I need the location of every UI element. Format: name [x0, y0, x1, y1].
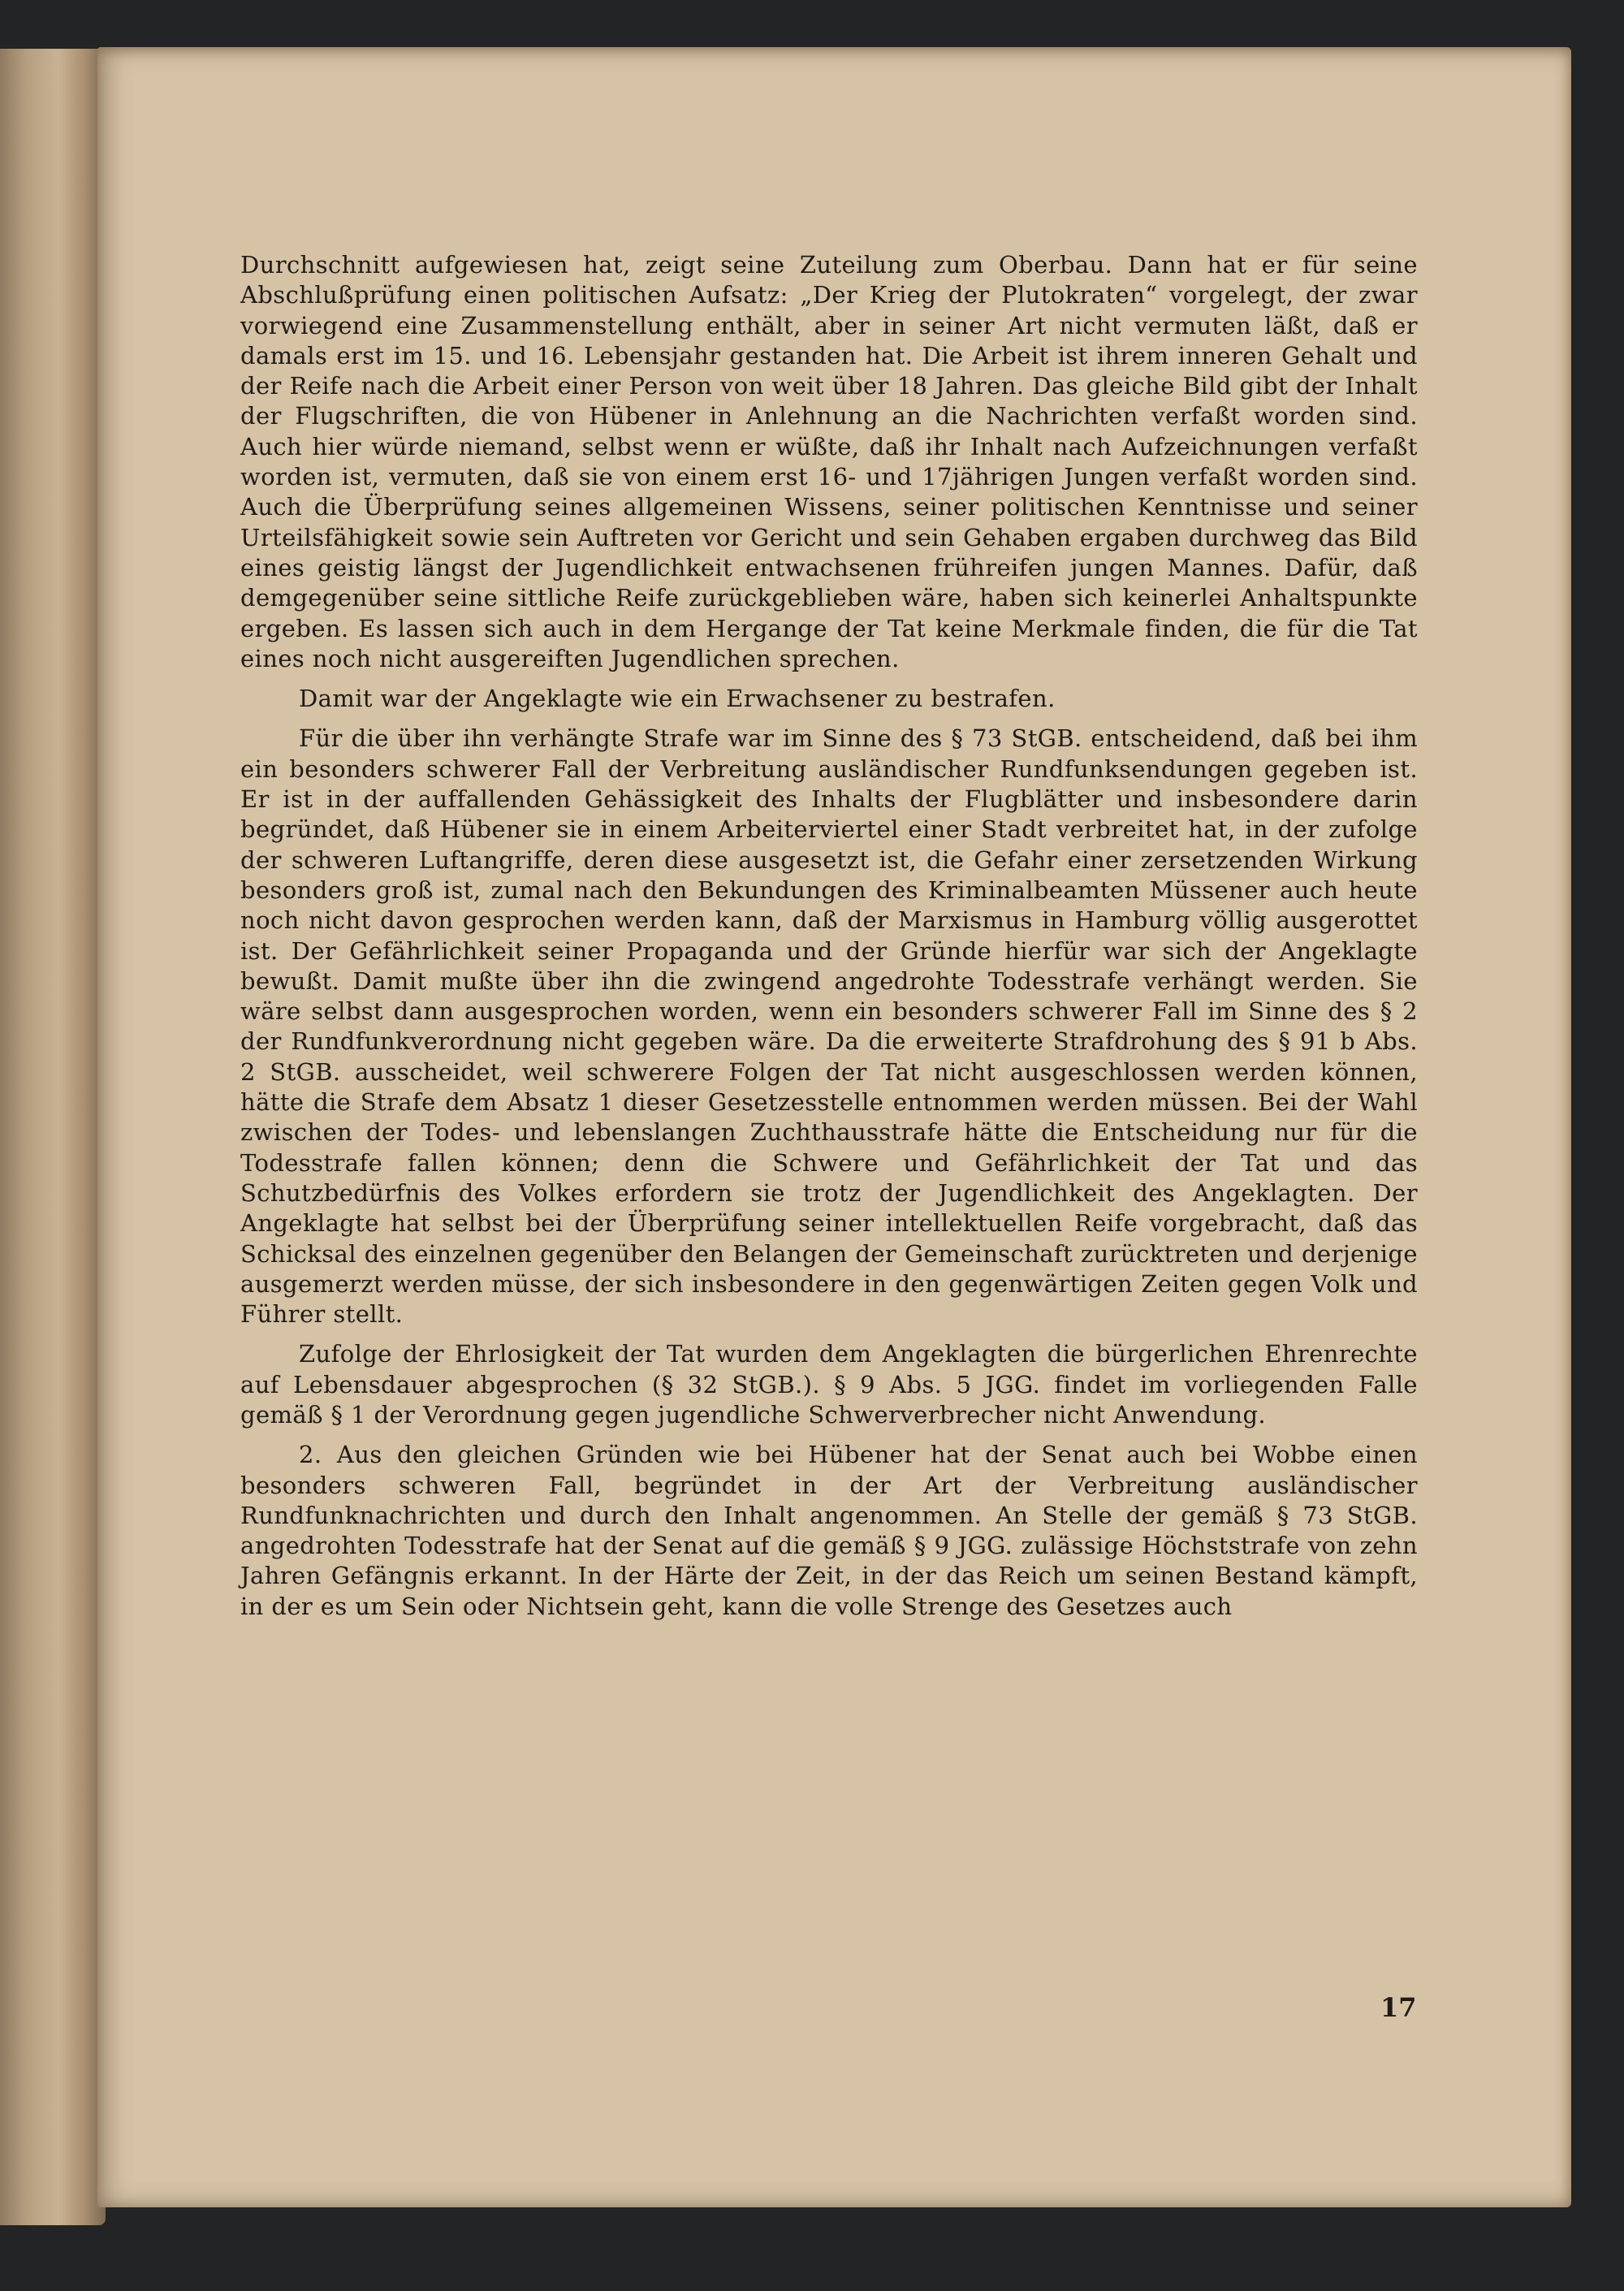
book-page — [97, 47, 1571, 2207]
paragraph-3: Für die über ihn verhängte Strafe war im Sinne des § 73 StGB. entscheidend, daß bei ihm ein besonders schwerer Fall der Verbreitung ausländischer Rundfunksendungen gegeben ist. Er ist in der auffallenden Gehässigkeit des Inhalts der Flugblätter und insbesondere darin begründet, daß Hübener sie in einem Arbeiterviertel einer Stadt verbreitet hat, in der zufolge der schweren Luftangriffe, deren diese ausgesetzt ist, die Gefahr einer zersetzenden Wirkung besonders groß ist, zumal nach den Bekundungen des Kriminalbeamten Müssener auch heute noch nicht davon gesprochen werden kann, daß der Marxismus in Hamburg völlig ausgerottet ist. Der Gefährlichkeit seiner Propaganda und der Gründe hierfür war sich der Angeklagte bewußt. Damit mußte über ihn die zwingend angedrohte Todesstrafe verhängt werden. Sie wäre selbst dann ausgesprochen worden, wenn ein besonders schwerer Fall im Sinne des § 2 der Rundfunkverordnung nicht gegeben wäre. Da die erweiterte Strafdrohung des § 91 b Abs. 2 StGB. ausscheidet, weil schwerere Folgen der Tat nicht ausgeschlossen werden können, hätte die Strafe dem Absatz 1 dieser Gesetzesstelle entnommen werden müssen. Bei der Wahl zwischen der Todes- und lebenslangen Zuchthausstrafe hätte die Entscheidung nur für die Todesstrafe fallen können; denn die Schwere und Gefährlichkeit der Tat und das Schutzbedürfnis des Volkes erfordern sie trotz der Jugendlichkeit des Angeklagten. Der Angeklagte hat selbst bei der Überprüfung seiner intellektuellen Reife vorgebracht, daß das Schicksal des einzelnen gegenüber den Belangen der Gemeinschaft zurücktreten und derjenige ausgemerzt werden müsse, der sich insbesondere in den gegenwärtigen Zeiten gegen Volk und Führer stellt. — [240, 724, 1418, 1329]
paragraph-5: 2. Aus den gleichen Gründen wie bei Hübener hat der Senat auch bei Wobbe einen besonders schweren Fall, begründet in der Art der Verbreitung ausländischer Rundfunknachrichten und durch den Inhalt angenommen. An Stelle der gemäß § 73 StGB. angedrohten Todesstrafe hat der Senat auf die gemäß § 9 JGG. zulässige Höchststrafe von zehn Jahren Gefängnis erkannt. In der Härte der Zeit, in der das Reich um seinen Bestand kämpft, in der es um Sein oder Nichtsein geht, kann die volle Strenge des Gesetzes auch — [240, 1441, 1418, 1620]
book-spine-edge — [0, 49, 106, 2225]
paragraph-4: Zufolge der Ehrlosigkeit der Tat wurden dem Angeklagten die bürgerlichen Ehrenrechte auf Lebensdauer abgesprochen (§ 32 StGB.). § 9 Abs. 5 JGG. findet im vorliegenden Falle gemäß § 1 der Verordnung gegen jugendliche Schwerverbrecher nicht Anwendung. — [240, 1340, 1418, 1429]
paragraph-1: Durchschnitt aufgewiesen hat, zeigt seine Zuteilung zum Oberbau. Dann hat er für seine Abschlußprüfung einen politischen Aufsatz: „Der Krieg der Plutokraten“ vorgelegt, der zwar vorwiegend eine Zusammenstellung enthält, aber in seiner Art nicht vermuten läßt, daß er damals erst im 15. und 16. Lebensjahr gestanden hat. Die Arbeit ist ihrem inneren Gehalt und der Reife nach die Arbeit einer Person von weit über 18 Jahren. Das gleiche Bild gibt der Inhalt der Flugschriften, die von Hübener in Anlehnung an die Nachrichten verfaßt worden sind. Auch hier würde niemand, selbst wenn er wüßte, daß ihr Inhalt nach Aufzeichnungen verfaßt worden ist, vermuten, daß sie von einem erst 16- und 17jährigen Jungen verfaßt worden sind. Auch die Überprüfung seines allgemeinen Wissens, seiner politischen Kenntnisse und seiner Urteilsfähigkeit sowie sein Auftreten vor Gericht und sein Gehaben ergaben durchweg das Bild eines geistig längst der Jugendlichkeit entwachsenen frühreifen jungen Mannes. Dafür, daß demgegenüber seine sittliche Reife zurückgeblieben wäre, haben sich keinerlei Anhaltspunkte ergeben. Es lassen sich auch in dem Hergange der Tat keine Merkmale finden, die für die Tat eines noch nicht ausgereiften Jugendlichen sprechen. — [240, 251, 1418, 672]
page-number: 17 — [1380, 1992, 1417, 2023]
body-text — [240, 250, 1418, 1632]
paragraph-2: Damit war der Angeklagte wie ein Erwachsener zu bestrafen. — [299, 685, 1056, 713]
